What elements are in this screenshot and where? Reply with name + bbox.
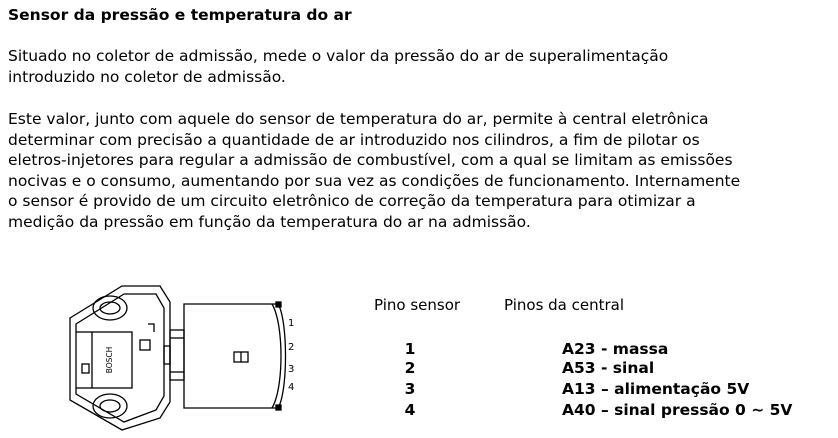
section-title: Sensor da pressão e temperatura do ar [8, 6, 352, 24]
table-cell-pin: 3 [404, 380, 416, 398]
sensor-diagram [52, 280, 302, 435]
table-cell-central: A40 – sinal pressão 0 ~ 5V [562, 401, 793, 419]
connector-pin-label: 1 [288, 318, 295, 329]
table-cell-central: A23 - massa [562, 340, 669, 358]
column-header-sensor-pin: Pino sensor [374, 296, 461, 314]
brand-label: BOSCH [105, 346, 114, 374]
paragraph-line: introduzido no coletor de admissão. [8, 67, 286, 86]
paragraph-line: Situado no coletor de admissão, mede o valor da pressão do ar de superalimentação [8, 47, 669, 65]
connector-pin-label: 4 [288, 382, 295, 393]
connector-pin-label: 3 [288, 364, 295, 375]
paragraph-line: Este valor, junto com aquele do sensor de temperatura do ar, permite à central eletrônica [8, 110, 709, 128]
paragraph-location [8, 46, 668, 87]
mounting-hole-top [93, 296, 127, 320]
paragraph-line: eletros-injetores para regular a admissão de combustível, com a qual se limitam as emissões [8, 151, 733, 169]
table-cell-pin: 4 [404, 401, 416, 419]
column-header-central-pins: Pinos da central [504, 296, 625, 314]
paragraph-line: nocivas e o consumo, aumentando por sua vez as condições de funcionamento. Internamente [8, 171, 741, 190]
table-cell-pin: 1 [404, 340, 416, 358]
sensor-body-inner [76, 294, 164, 422]
table-cell-central: A13 – alimentação 5V [562, 380, 750, 398]
connector-housing [184, 304, 286, 408]
paragraph-function [8, 109, 740, 232]
paragraph-line: determinar com precisão a quantidade de ar introduzido nos cilindros, a fim de pilotar os [8, 130, 700, 149]
table-cell-central: A53 - sinal [562, 359, 655, 377]
connector-pin-label: 2 [288, 342, 295, 353]
table-cell-pin: 2 [404, 359, 416, 377]
paragraph-line: medição da pressão em função da temperatura do ar na admissão. [8, 212, 531, 231]
paragraph-line: o sensor é provido de um circuito eletrônico de correção da temperatura para otimizar a [8, 192, 696, 210]
